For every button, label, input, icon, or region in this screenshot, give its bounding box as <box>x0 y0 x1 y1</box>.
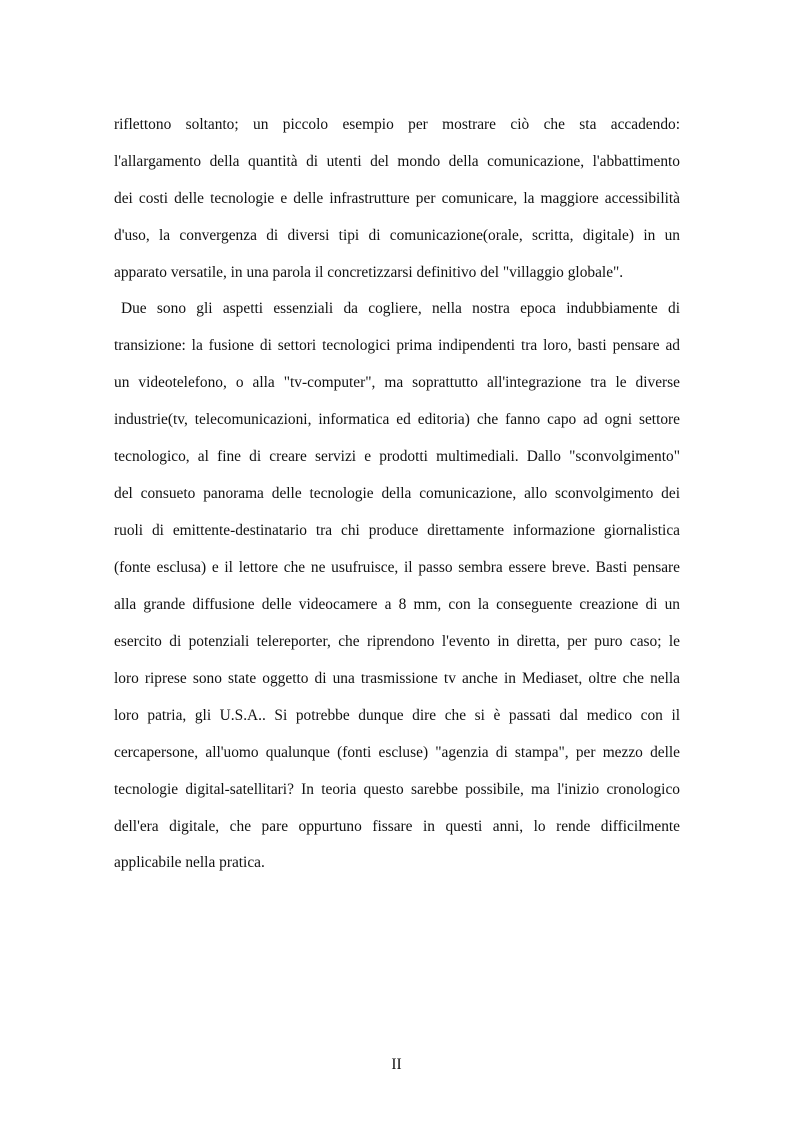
text-line: apparato versatile, in una parola il concretizzarsi definitivo del "villaggio globale". <box>114 264 624 281</box>
page-number: II <box>391 1056 402 1073</box>
text-line: industrie(tv, telecomunicazioni, informatica ed editoria) che fanno capo ad ogni settore <box>114 411 680 428</box>
text-line: alla grande diffusione delle videocamere a 8 mm, con la conseguente creazione di un <box>114 596 680 613</box>
text-line: loro patria, gli U.S.A.. Si potrebbe dunque dire che si è passati dal medico con il <box>114 707 680 724</box>
text-line: tecnologie digital-satellitari? In teoria questo sarebbe possibile, ma l'inizio cronologico <box>114 781 680 798</box>
text-line: (fonte esclusa) e il lettore che ne usufruisce, il passo sembra essere breve. Basti pensare <box>114 559 680 576</box>
text-line: ruoli di emittente-destinatario tra chi produce direttamente informazione giornalistica <box>114 522 680 539</box>
text-line: Due sono gli aspetti essenziali da cogliere, nella nostra epoca indubbiamente di <box>121 300 680 317</box>
text-line: transizione: la fusione di settori tecnologici prima indipendenti tra loro, basti pensare ad <box>114 337 680 354</box>
text-line: d'uso, la convergenza di diversi tipi di comunicazione(orale, scritta, digitale) in un <box>114 227 680 244</box>
text-line: l'allargamento della quantità di utenti del mondo della comunicazione, l'abbattimento <box>114 153 680 170</box>
text-line: un videotelefono, o alla "tv-computer", ma soprattutto all'integrazione tra le diverse <box>114 374 680 391</box>
text-line: cercapersone, all'uomo qualunque (fonti escluse) "agenzia di stampa", per mezzo delle <box>114 744 680 761</box>
text-line: dell'era digitale, che pare oppurtuno fissare in questi anni, lo rende difficilmente <box>114 818 680 835</box>
text-line: riflettono soltanto; un piccolo esempio per mostrare ciò che sta accadendo: <box>114 116 680 133</box>
text-line: applicabile nella pratica. <box>114 854 265 871</box>
text-line: tecnologico, al fine di creare servizi e prodotti multimediali. Dallo "sconvolgimento" <box>114 448 680 465</box>
text-line: dei costi delle tecnologie e delle infrastrutture per comunicare, la maggiore accessibilità <box>114 190 680 207</box>
text-line: esercito di potenziali telereporter, che riprendono l'evento in diretta, per puro caso; le <box>114 633 680 650</box>
text-line: loro riprese sono state oggetto di una trasmissione tv anche in Mediaset, oltre che nella <box>114 670 680 687</box>
text-line: del consueto panorama delle tecnologie della comunicazione, allo sconvolgimento dei <box>114 485 680 502</box>
